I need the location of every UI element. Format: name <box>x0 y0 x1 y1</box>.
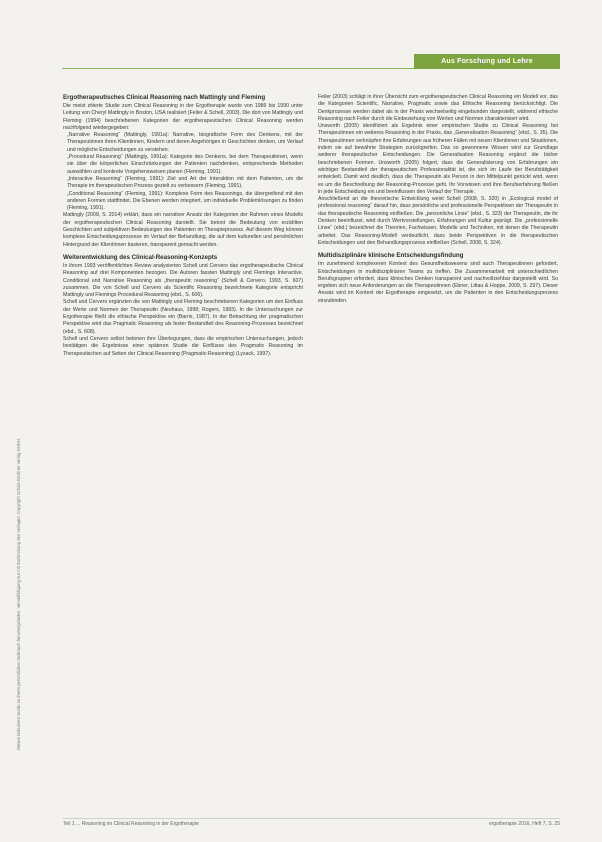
paragraph: Feiler (2003) schlägt in ihrer Übersicht zum ergotherapeutischen Clinical Reasoning ein Modell vor, das die Kategorien Scientific, Narrative, Pragmatic sowie das Ethische Reasoning berücksichtigt. Die Denkprozesse werden dabei als in der Praxis wechselseitig eingebunden dargestellt, während ethische Reasoning nach Feiler durch die Einbeziehung von Werten und Normen charakterisiert wird. <box>318 94 558 122</box>
section-heading: Ergotherapeutisches Clinical Reasoning nach Mattingly und Fleming <box>63 94 266 101</box>
side-copyright-note <box>14 110 24 750</box>
header-rule <box>62 68 414 69</box>
paragraph: Unsworth (2005) identifiziert als Ergebnis einer empirischen Studie zu Clinical Reasoning bei Therapeutinnen ein weiteres Reasoning in der Praxis, das „Generalisation Reasoning“ (ebd., S. 35). Die Therapeutinnen verknüpfen ihre Erfahrungen aus früheren Fällen mit neuen Klientinnen und Situationen, indem sie auf bewährte Strategien zurückgreifen. Das so gewonnene Wissen wird zur Grundlage weiterer therapeutischer Entscheidungen. Die Generalisation Reasoning ergänzt die bisher beschriebenen Formen. Unsworth (2005) folgert, dass die Generalisierung von Erfahrungen ein wichtiger Bestandteil der therapeutischen Professionalität ist, die sich im Laufe der Berufstätigkeit entwickelt. Damit wird deutlich, dass die Therapeutin als Person in den Mittelpunkt gerückt wird, wenn es um die Beschreibung der Reasoning-Prozesse geht. Ihr Vorwissen und ihre Berufserfahrung fließen in jede Entscheidung ein und beeinflussen den Verlauf der Therapie. <box>318 123 558 195</box>
section-heading: Weiterentwicklung des Clinical-Reasoning-Konzepts <box>63 253 218 261</box>
section-heading: Multidisziplinäre klinische Entscheidungsfindung <box>318 252 464 260</box>
footer-right-text: ergotherapie 2016, Heft 7, S. 25 <box>488 821 560 827</box>
paragraph: In ihrem 1993 veröffentlichten Review analysierten Schell und Cervero das ergotherapeutische Clinical Reasoning auf drei Komponenten bezogen. Die Autoren fassten Mattingly und Flemings Interactive, Conditional und Narrative Reasoning als „therapeutic reasoning“ (Schell & Cervero, 1993, S. 607) zusammen. Die von Schell und Cervero als Scientific Reasoning bezeichnete Kategorie entspricht Mattingly und Flemings Procedural Reasoning (ebd., S. 606). <box>63 262 303 299</box>
paragraph: Im zunehmend komplexeren Kontext des Gesundheitswesens sind auch Therapeutinnen gefordert, Entscheidungen in multidisziplinären Teams zu treffen. Die Zusammenarbeit mit unterschiedlichen Berufsgruppen erfordert, dass klinisches Denken transparent und nachvollziehbar dargestellt wird. So ergeben sich neue Anforderungen an die Therapeutinnen (Ebner, Littau & Hoppe, 2009, S. 297). Dieser Ansatz wird im Kontext der Ergotherapie eingesetzt, um die Patienten in den Entscheidungsprozess einzubinden. <box>318 261 558 304</box>
paragraph: Mattingly (2008, S. 2014) erklärt, dass ein narrativer Ansatz der Kategorien der Rahmen eines Modells der ergotherapeutischen Clinical Reasoning darstellt. Sie betont die Bedeutung von erzählten Geschichten und subjektiven Bedeutungen des Patienten im Therapieprozess. Auf diesem Weg können komplexe Entscheidungsprozesse im Verlauf der Behandlung, die auf dem kulturellen und persönlichen Hintergrund der Klientinnen basieren, transparent gemacht werden. <box>63 212 303 248</box>
side-copyright-text: Dieses Dokument wurde zu Ihrem persönlichen Gebrauch heruntergeladen. Vervielfältigung nur mit Zustimmung des Verlages. Copyright Schulz-Kirchner Verlag GmbH. <box>16 438 21 750</box>
footer-left-text: Teil 1 ... Reasoning im Clinical Reasoning in der Ergotherapie <box>63 821 199 827</box>
right-column <box>318 94 558 305</box>
list-item: „Interactive Reasoning“ (Fleming, 1991): Ziel und Art der Interaktion mit dem Patienten, um die Therapie im therapeutischen Prozess gezielt zu verbessern (Fleming, 1991). <box>67 175 303 190</box>
paragraph: Anschließend an die theoretische Entwicklung weist Schell (2008, S. 320) in „Ecological model of professional reasoning“ darauf hin, dass persönliche und professionelle Perspektiven der Therapeutin in das therapeutische Reasoning einfließen. Die „personliche Linse“ (ebd., S. 323) der Therapeutin, die ihr Denken beeinflusst, wird durch Wertvorstellungen, Erfahrungen und Kultur geprägt. Die „professionelle Linse“ (ebd.) bezeichnet die Theorien, Fachwissen, Modelle und Techniken, mit denen die Therapeutin arbeitet. Das Reasoning-Modell verdeutlicht, dass beide Perspektiven in die therapeutischen Entscheidungen und den Behandlungsprozess einfließen (Schell, 2008, S. 324). <box>318 196 558 246</box>
list-item: „Conditional Reasoning“ (Fleming, 1991): Komplexe Form des Reasonings, die übergreifend mit den anderen Formen stattfindet. Die Ebenen werden integriert, um individuelle Problemlösungen zu finden (Fleming, 1991). <box>67 190 303 212</box>
left-column <box>63 94 303 358</box>
list-item: „Narrative Reasoning“ (Mattingly, 1991a): Narrative, biografische Form des Denkens, mit der Therapeutinnen ihren Klientinnen, Kindern und deren Angehörigen in Geschichten denken, um Verlauf und mögliche Entscheidungen zu verstehen. <box>67 132 303 153</box>
paragraph: Die meist zitierte Studie zum Clinical Reasoning in der Ergotherapie wurde von 1986 bis 1990 unter Leitung von Cheryl Mattingly in Boston, USA realisiert (Feiler & Schell, 2003). Die dort von Mattingly und Fleming (1994) beschriebenen Kategorien der ergotherapeutischen Clinical Reasoning werden nachfolgend wiedergegeben: <box>63 103 303 131</box>
paragraph: Schell und Cervero ergänzten die von Mattingly und Fleming beschriebenen Kategorien um den Einfluss der Werte und Normen der Therapeutin (Neuhaus, 1998; Rogers, 1983). In die Untersuchungen zur Ergotherapie fließt die ethische Perspektive ein (Barris, 1987). In der Betrachtung der pragmatischen Perspektive wird das Pragmatic Reasoning als fester Bestandteil des Reasoning-Prozesses bezeichnet (ebd., S. 608). <box>63 299 303 335</box>
list-item: „Procedural Reasoning“ (Mattingly, 1991a): Kategorie des Denkens, bei dem Therapeutinnen, wenn sie über die körperlichen Einschränkungen der Patienten nachdenken, entsprechende Methoden auswählen und konkrete Vorgehensweisen planen (Fleming, 1991). <box>67 154 303 175</box>
paragraph: Schell und Cervero selbst betonen ihre Überlegungen, dass die empirischen Untersuchungen, jedoch bestätigen die Ergebnisse einer späteren Studie die Einflüsse des Pragmatic Reasoning im Therapeutischen auf Seiten der Clinical Reasoning (Pragmatic-Reasoning) (Lysack, 1997). <box>63 335 303 357</box>
section-label: Aus Forschung und Lehre <box>441 58 533 65</box>
section-header-bar <box>414 54 560 69</box>
page-footer <box>63 818 560 829</box>
